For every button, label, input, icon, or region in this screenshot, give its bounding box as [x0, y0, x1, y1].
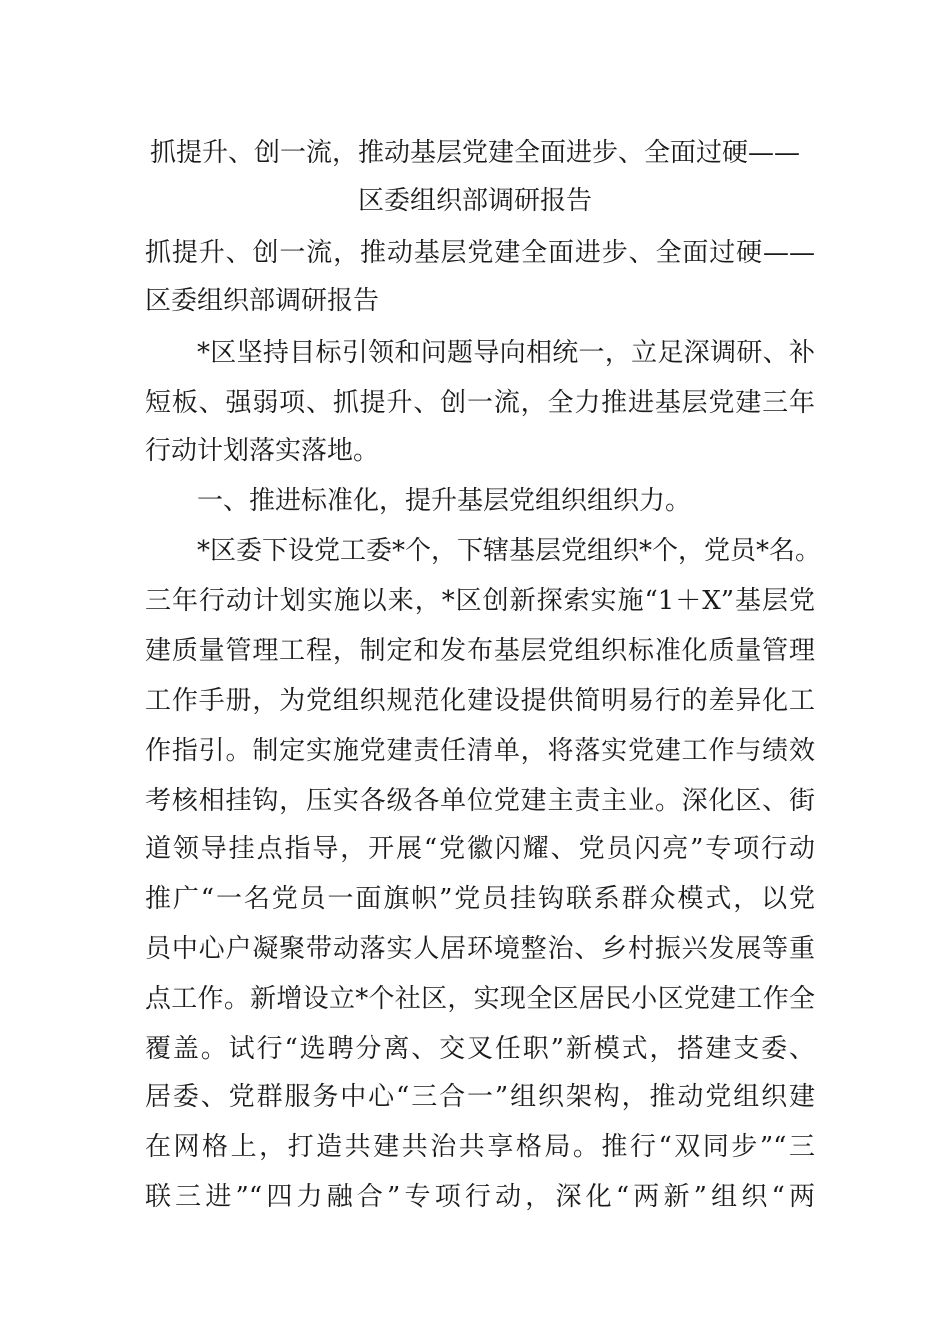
body-line: 抓提升、创一流，推动基层党建全面进步、全面过硬——	[145, 238, 815, 268]
body-line: 区委组织部调研报告	[145, 286, 380, 316]
body-line: 作指引。制定实施党建责任清单，将落实党建工作与绩效	[145, 736, 815, 766]
body-line: 覆盖。试行“选聘分离、交叉任职”新模式，搭建支委、	[145, 1034, 815, 1064]
body-line: 三年行动计划实施以来，*区创新探索实施“1＋X”基层党	[145, 586, 815, 616]
body-line: 员中心户凝聚带动落实人居环境整治、乡村振兴发展等重	[145, 934, 815, 964]
body-line: 行动计划落实落地。	[145, 436, 380, 466]
section-heading: 一、推进标准化，提升基层党组织组织力。	[197, 486, 692, 516]
body-line: 建质量管理工程，制定和发布基层党组织标准化质量管理	[145, 636, 815, 666]
document-title-line-1: 抓提升、创一流，推动基层党建全面进步、全面过硬——	[149, 138, 800, 168]
body-line: 居委、党群服务中心“三合一”组织架构，推动党组织建	[145, 1082, 815, 1112]
body-line: 工作手册，为党组织规范化建设提供简明易行的差异化工	[145, 686, 815, 716]
body-line: 推广“一名党员一面旗帜”党员挂钩联系群众模式，以党	[145, 884, 815, 914]
body-line: 道领导挂点指导，开展“党徽闪耀、党员闪亮”专项行动	[145, 834, 815, 864]
body-line: 短板、强弱项、抓提升、创一流，全力推进基层党建三年	[145, 388, 815, 418]
body-line: *区委下设党工委*个，下辖基层党组织*个，党员*名。	[197, 536, 822, 566]
body-line: *区坚持目标引领和问题导向相统一，立足深调研、补	[197, 338, 815, 368]
body-line: 联三进”“四力融合”专项行动，深化“两新”组织“两	[145, 1182, 815, 1212]
document-title-line-2: 区委组织部调研报告	[357, 186, 592, 216]
body-line: 点工作。新增设立*个社区，实现全区居民小区党建工作全	[145, 984, 815, 1014]
body-line: 在网格上，打造共建共治共享格局。推行“双同步”“三	[145, 1132, 815, 1162]
body-line: 考核相挂钩，压实各级各单位党建主责主业。深化区、街	[145, 786, 815, 816]
